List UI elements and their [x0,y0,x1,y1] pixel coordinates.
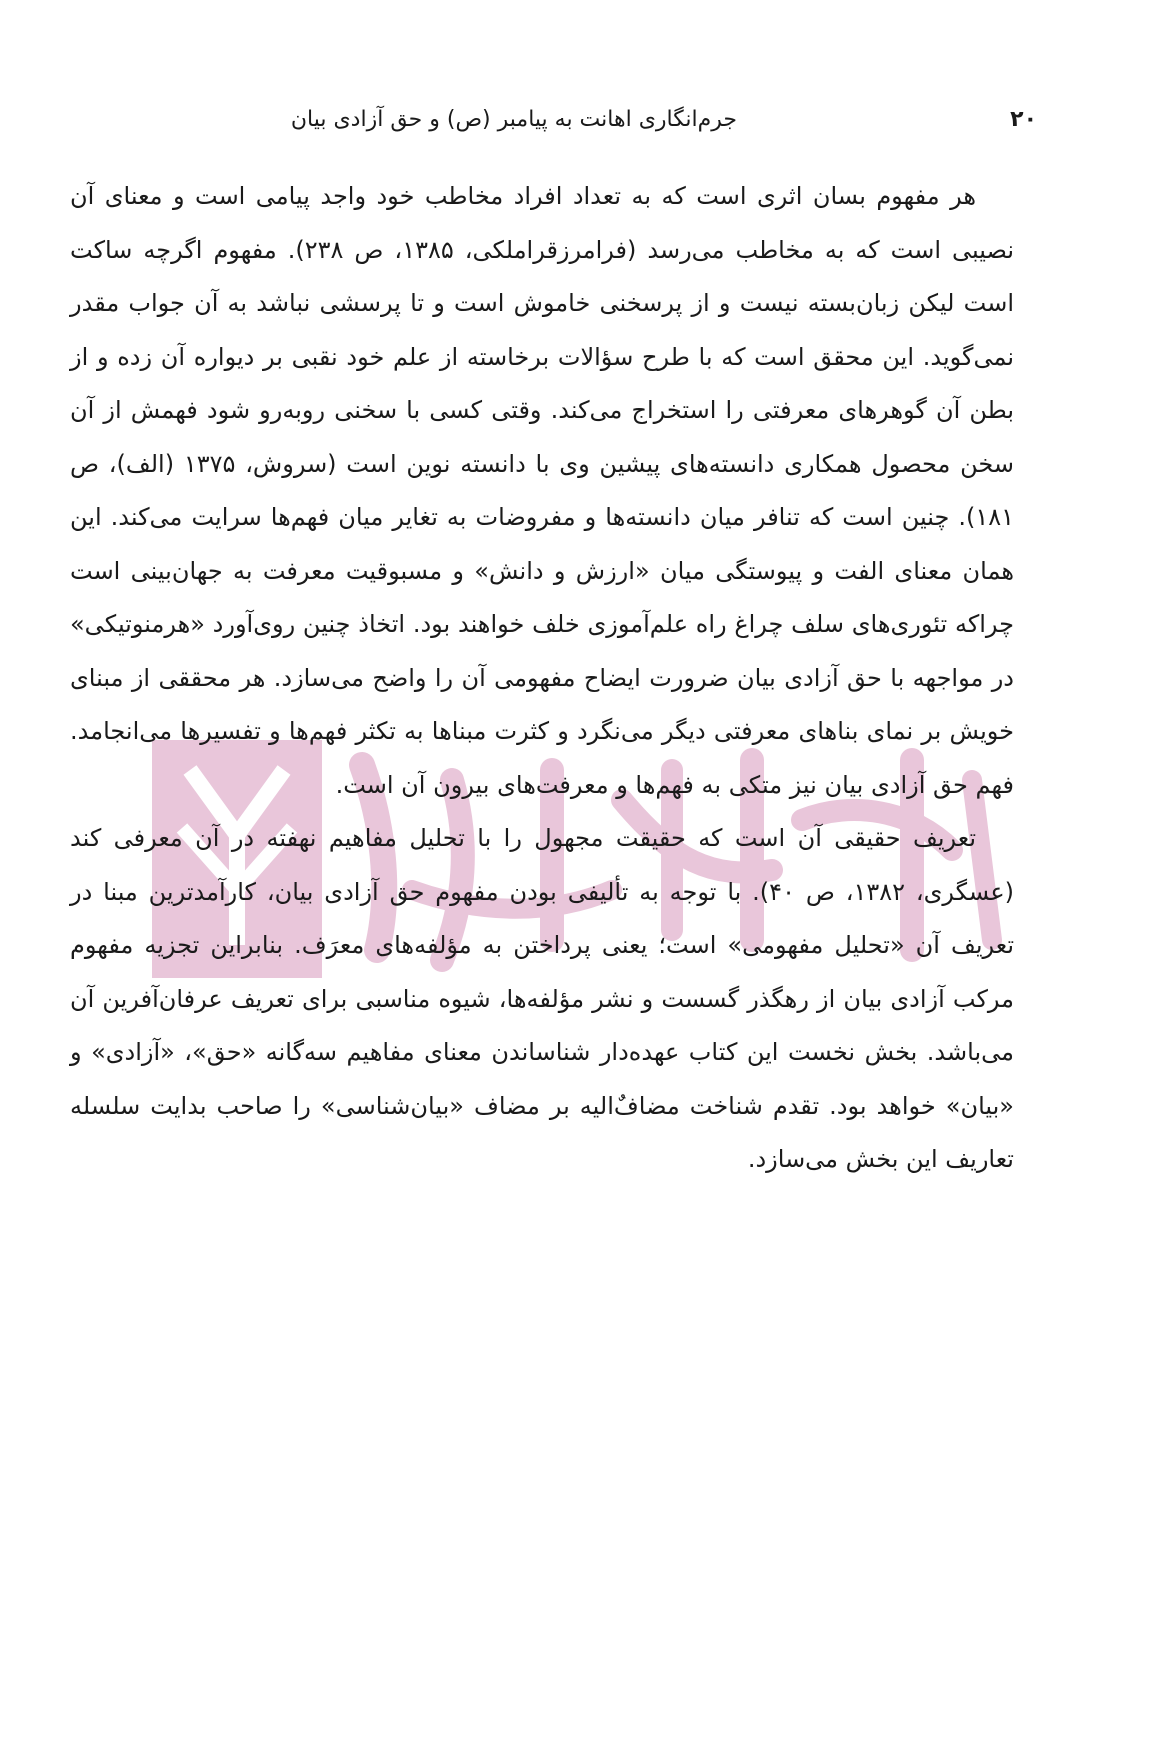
page-number: ۲۰ [1010,107,1037,132]
body-text [70,170,1014,1187]
book-title: جرم‌انگاری اهانت به پیامبر (ص) و حق آزادی بیان [290,107,737,132]
paragraph: تعریف حقیقی آن است که حقیقت مجهول را با تحلیل مفاهیم نهفته در آن معرفی کند (عسگری، ۱۳۸۲، ص ۴۰). با توجه به تألیفی بودن مفهوم حق آزادی بیان، کارآمدترین مبنا در تعریف آن «تحلیل مفهومی» است؛ یعنی پرداختن به مؤلفه‌های معرَف. بنابراین تجزیه مفهوم مرکب آزادی بیان از رهگذر گسست و نشر مؤلفه‌ها، شیوه مناسبی برای تعریف عرفان‌آفرین آن می‌باشد. بخش نخست این کتاب عهده‌دار شناساندن معنای مفاهیم سه‌گانه «حق»، «آزادی» و «بیان» خواهد بود. تقدم شناخت مضاف‌ٌالیه بر مضاف «بیان‌شناسی» را صاحب بدایت سلسله تعاریف این بخش می‌سازد. [70,824,1014,1173]
running-head [95,100,1037,140]
paragraph: هر مفهوم بسان اثری است که به تعداد افراد مخاطب خود واجد پیامی است و معنای آن نصیبی است که به مخاطب می‌رسد (فرامرزقراملکی، ۱۳۸۵، ص ۲۳۸). مفهوم اگرچه ساکت است لیکن زبان‌بسته نیست و از پرسخنی خاموش است و تا پرسشی نباشد به آن جواب مقدر نمی‌گوید. این محقق است که با طرح سؤالات برخاسته از علم خود نقبی بر دیواره آن زده و از بطن آن گوهرهای معرفتی را استخراج می‌کند. وقتی کسی با سخنی روبه‌رو شود فهمش از آن سخن محصول همکاری دانسته‌های پیشین وی با دانسته نوین است (سروش، ۱۳۷۵ (الف)، ص ۱۸۱). چنین است که تنافر میان دانسته‌ها و مفروضات به تغایر میان فهم‌ها سرایت می‌کند. این همان معنای الفت و پیوستگی میان «ارزش و دانش» و مسبوقیت معرفت به جهان‌بینی است چراکه تئوری‌های سلف چراغ راه علم‌آموزی خلف خواهند بود. اتخاذ چنین روی‌آورد «هرمنوتیکی» در مواجهه با حق آزادی بیان ضرورت ایضاح مفهومی آن را واضح می‌سازد. هر محققی از مبنای خویش بر نمای بناهای معرفتی دیگر می‌نگرد و کثرت مبناها به تکثر فهم‌ها و تفسیرها می‌انجامد. فهم حق آزادی بیان نیز متکی به فهم‌ها و معرفت‌های بیرون آن است. [70,182,1014,799]
